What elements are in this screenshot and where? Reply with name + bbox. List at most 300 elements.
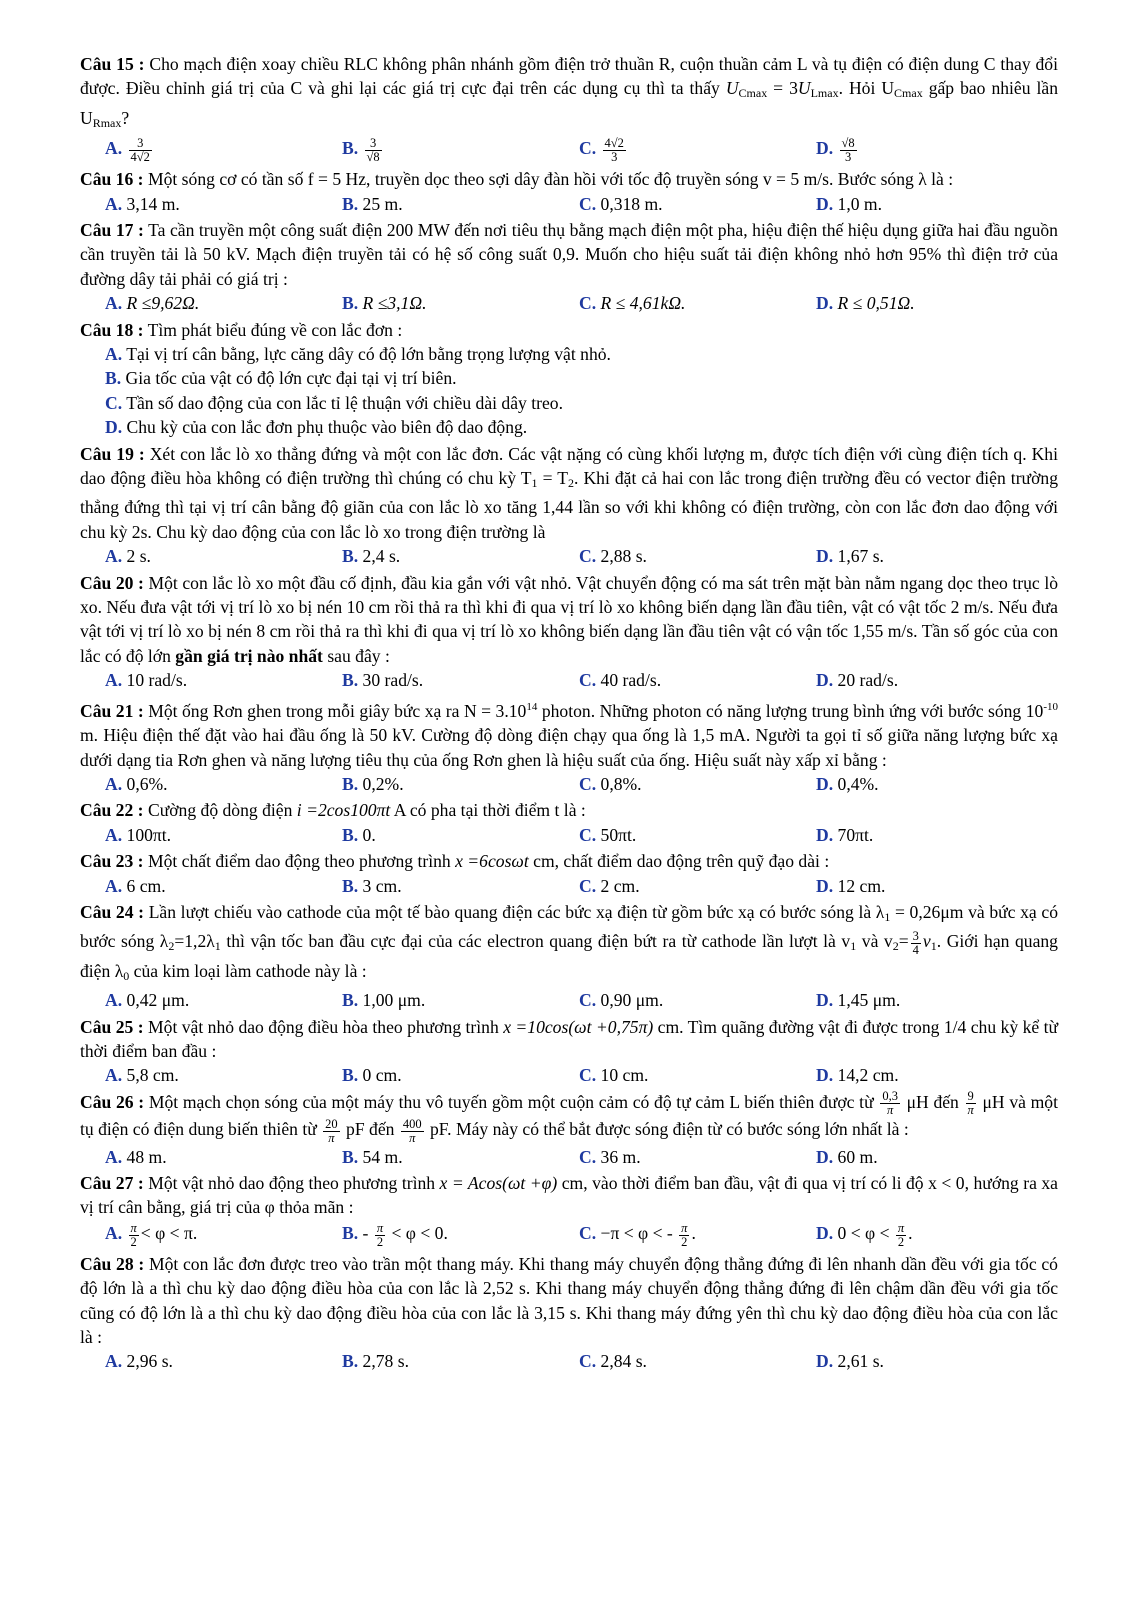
option-a[interactable]: [105, 1221, 342, 1248]
question-number: Câu 16 :: [80, 169, 144, 190]
option-letter: D.: [816, 1351, 834, 1372]
question-body: . Khi đặt cả hai con lắc trong điện trường đều có vector điện trường thẳng đứng thì tại vị trí cân bằng độ giãn của con lắc lò xo tăng 1,44 lần so với khi không có điện trường, còn con lắc đơn dao động với chu kỳ 2s. Chu kỳ dao động của con lắc lò xo trong điện trường là: [80, 468, 1058, 542]
option-letter: D.: [816, 138, 834, 159]
question-body: m. Hiệu điện thế đặt vào hai đầu ống là 50 kV. Cường độ dòng điện chạy qua ống là 1,5 mA. Người ta gọi tỉ số giữa năng lượng bức xạ dưới dạng tia Rơn ghen và năng lượng tiêu thụ của ống Rơn ghen là hiệu suất của ống. Hiệu suất này xấp xỉ bằng :: [80, 725, 1058, 770]
numerator: π: [897, 1220, 905, 1235]
option-c[interactable]: [579, 136, 816, 163]
option-c[interactable]: [579, 1145, 816, 1169]
option-c[interactable]: [579, 1221, 816, 1248]
question-text: [80, 218, 1058, 291]
option-text: 3 cm.: [362, 875, 402, 896]
option-letter: B.: [342, 1146, 359, 1167]
question-16: [80, 167, 1058, 216]
option-letter: A.: [105, 293, 123, 314]
question-body: và v: [856, 931, 893, 952]
option-text: 2,84 s.: [600, 1351, 647, 1372]
question-body: A có pha tại thời điểm t là :: [390, 800, 586, 821]
option-letter: D.: [816, 193, 834, 214]
option-a[interactable]: [105, 544, 342, 568]
option-c[interactable]: [579, 544, 816, 568]
fraction: [911, 930, 921, 957]
denominator: π: [886, 1103, 894, 1118]
option-text: 2,61 s.: [837, 1351, 884, 1372]
numerator: π: [376, 1220, 384, 1235]
option-letter: A.: [105, 990, 123, 1011]
option-letter: B.: [342, 138, 359, 159]
option-a[interactable]: [105, 823, 342, 847]
symbol: U: [797, 78, 811, 99]
answer-options: [80, 874, 1058, 898]
subscript: 2: [568, 476, 574, 491]
question-text: [80, 571, 1058, 669]
question-body: = T: [537, 468, 568, 489]
denominator: √8: [366, 149, 380, 164]
denominator: 3: [844, 149, 852, 164]
option-text: Chu kỳ của con lắc đơn phụ thuộc vào biên độ dao động.: [126, 417, 528, 438]
option-b[interactable]: [342, 772, 579, 796]
option-letter: B.: [342, 773, 359, 794]
option-b[interactable]: [342, 988, 579, 1012]
option-text: R ≤9,62Ω.: [126, 293, 200, 314]
fraction: [129, 1222, 139, 1249]
answer-options: [80, 1349, 1058, 1373]
option-letter: C.: [579, 670, 597, 691]
question-body: Một mạch chọn sóng của một máy thu vô tuyến gồm một cuộn cảm có độ tự cảm L biến thiên được từ: [148, 1091, 874, 1112]
option-text: 25 m.: [362, 193, 403, 214]
option-c[interactable]: [579, 823, 816, 847]
option-d[interactable]: [80, 415, 1058, 439]
option-text: 70πt.: [837, 824, 874, 845]
option-text: .: [691, 1223, 696, 1244]
answer-options: [80, 823, 1058, 847]
equals: = 3: [767, 78, 798, 99]
option-text: 48 m.: [126, 1146, 167, 1167]
option-text: 0,90 μm.: [600, 990, 664, 1011]
option-text: 2 s.: [126, 546, 151, 567]
question-number: Câu 19 :: [80, 443, 145, 464]
question-text: [80, 1015, 1058, 1064]
option-text: 0 < φ <: [837, 1223, 894, 1244]
symbol: v: [922, 931, 931, 952]
denominator: 2: [681, 1234, 688, 1249]
fraction: [880, 1090, 900, 1117]
option-text: 1,0 m.: [837, 193, 882, 214]
option-d[interactable]: [816, 544, 1016, 568]
question-number: Câu 17 :: [80, 220, 144, 241]
option-a[interactable]: [105, 291, 342, 315]
option-letter: A.: [105, 773, 123, 794]
subscript: Lmax: [810, 86, 839, 101]
option-c[interactable]: [579, 988, 816, 1012]
option-text: .: [908, 1223, 913, 1244]
option-a[interactable]: [105, 1145, 342, 1169]
question-text: [80, 695, 1058, 772]
question-body: μH và một tụ điện có điện dung biến thiên từ: [80, 1091, 1058, 1140]
option-letter: D.: [816, 990, 834, 1011]
answer-options: [80, 1145, 1058, 1169]
option-text: 0,318 m.: [600, 193, 663, 214]
formula: x =6cosωt: [455, 851, 529, 872]
answer-options: [80, 135, 1058, 165]
question-number: Câu 22 :: [80, 800, 144, 821]
option-letter: C.: [579, 990, 597, 1011]
question-21: [80, 695, 1058, 797]
option-text: 14,2 cm.: [837, 1065, 899, 1086]
option-a[interactable]: [105, 874, 342, 898]
option-letter: B.: [342, 990, 359, 1011]
denominator: π: [409, 1130, 416, 1145]
option-c[interactable]: [579, 668, 816, 692]
option-b[interactable]: [342, 1221, 579, 1248]
question-text: [80, 52, 1058, 135]
option-b[interactable]: [342, 291, 579, 315]
option-text: 2,4 s.: [362, 546, 401, 567]
question-body: Ta cần truyền một công suất điện 200 MW đến nơi tiêu thụ bằng mạch điện một pha, hiệu điện thế hiệu dụng giữa hai đầu nguồn cần truyền tải là 50 kV. Mạch điện truyền tải có hệ số công suất 0,9. Muốn cho hiệu suất tải điện không nhỏ hơn 95% thì điện trở của đường dây tải phải có giá trị :: [80, 220, 1058, 289]
option-text: R ≤ 0,51Ω.: [837, 293, 915, 314]
numerator: 3: [129, 137, 152, 151]
question-body: Một sóng cơ có tần số f = 5 Hz, truyền dọc theo sợi dây đàn hồi với tốc độ truyền sóng v = 5 m/s. Bước sóng λ là :: [147, 169, 954, 190]
option-text: 2,78 s.: [362, 1351, 409, 1372]
option-b[interactable]: [80, 366, 1058, 390]
emphasis: gần giá trị nào nhất: [175, 645, 323, 666]
option-text: 10 rad/s.: [126, 670, 188, 691]
option-b[interactable]: [342, 1063, 579, 1087]
question-23: [80, 849, 1058, 898]
numerator: π: [130, 1220, 137, 1235]
option-letter: B.: [342, 546, 359, 567]
answer-options: [80, 772, 1058, 796]
option-text: 3,14 m.: [126, 193, 180, 214]
fraction: [323, 1118, 340, 1145]
option-d[interactable]: [816, 988, 1016, 1012]
question-body: cm, chất điểm dao động trên quỹ đạo dài :: [528, 851, 830, 872]
subscript: 1: [930, 939, 937, 954]
option-b[interactable]: [342, 136, 579, 163]
option-text: 50πt.: [600, 824, 637, 845]
fraction: [365, 137, 382, 164]
numerator: √8: [841, 135, 855, 150]
answer-options: [80, 192, 1058, 216]
answer-options: [80, 1220, 1058, 1250]
question-body: Tìm phát biểu đúng về con lắc đơn :: [147, 319, 403, 340]
question-text: [80, 1090, 1058, 1145]
question-body: =: [898, 931, 909, 952]
option-letter: D.: [816, 875, 834, 896]
question-body: Một chất điểm dao động theo phương trình: [147, 851, 456, 872]
fraction: [679, 1222, 689, 1249]
numerator: 20: [325, 1116, 338, 1131]
denominator: 4: [912, 942, 919, 957]
option-text: 40 rad/s.: [600, 670, 662, 691]
formula: x =10cos(ωt +0,75π): [503, 1016, 654, 1037]
question-number: Câu 15 :: [80, 54, 145, 74]
option-a[interactable]: [105, 192, 342, 216]
option-letter: A.: [105, 824, 123, 845]
option-text: 10 cm.: [600, 1065, 649, 1086]
option-d[interactable]: [816, 192, 1016, 216]
option-text: Tần số dao động của con lắc tỉ lệ thuận với chiều dài dây treo.: [126, 392, 563, 413]
option-c[interactable]: [579, 291, 816, 315]
numerator: π: [681, 1220, 688, 1235]
option-letter: A.: [105, 344, 123, 365]
option-b[interactable]: [342, 1349, 579, 1373]
option-d[interactable]: [816, 136, 1016, 163]
option-a[interactable]: [105, 772, 342, 796]
option-c[interactable]: [579, 1349, 816, 1373]
option-letter: D.: [105, 417, 123, 438]
option-d[interactable]: [816, 1349, 1016, 1373]
question-body: pF đến: [341, 1119, 399, 1140]
option-letter: A.: [105, 193, 123, 214]
question-body: Cho mạch điện xoay chiều RLC không phân nhánh gồm điện trở thuần R, cuộn thuần cảm L và tụ điện có điện dung C thay đổi được. Điều chỉnh giá trị của C và ghi lại các giá trị cực đại trên các dụng cụ thì ta thấy: [80, 54, 1058, 99]
symbol: U: [725, 78, 739, 99]
option-letter: D.: [816, 293, 834, 314]
option-letter: C.: [579, 1351, 597, 1372]
option-d[interactable]: [816, 1063, 1016, 1087]
answer-options: [80, 988, 1058, 1012]
option-d[interactable]: [816, 1145, 1016, 1169]
question-body: cm. Tìm quãng đường vật đi được trong 1/4 chu kỳ kể từ thời điểm ban đầu :: [80, 1016, 1059, 1061]
option-text: 5,8 cm.: [126, 1065, 179, 1086]
question-text: [80, 318, 1058, 342]
question-number: Câu 24 :: [80, 901, 145, 922]
option-letter: C.: [579, 1223, 597, 1244]
option-letter: A.: [105, 138, 123, 159]
question-18: [80, 318, 1058, 440]
question-body: Một con lắc lò xo một đầu cố định, đầu kia gắn với vật nhỏ. Vật chuyển động có ma sát trên mặt bàn nằm ngang dọc theo trục lò xo. Nếu đưa vật tới vị trí lò xo bị nén 10 cm rồi thả ra thì khi đi qua vị trí lò xo không biến dạng lần đầu tiên, vật có vật tốc 2 m/s. Nếu đưa vật tới vị trí lò xo bị nén 8 cm rồi thả ra thì khi đi qua vị trí lò xo không biến dạng lần đầu tiên vật có vận tốc 1,55 m/s. Tần số góc của con lắc có độ lớn: [80, 572, 1058, 666]
numerator: 9: [966, 1090, 976, 1104]
answer-options: [80, 544, 1058, 568]
question-body: của kim loại làm cathode này là :: [129, 960, 367, 981]
option-text: 0,6%.: [126, 773, 168, 794]
question-body: μH đến: [901, 1091, 964, 1112]
option-letter: C.: [579, 875, 597, 896]
option-d[interactable]: [816, 823, 1016, 847]
option-letter: B.: [342, 1223, 359, 1244]
fraction: [129, 137, 152, 164]
question-body: cm, vào thời điểm ban đầu, vật đi qua vị trí có li độ x < 0, hướng ra xa vị trí cân bằng, giá trị của φ thỏa mãn :: [80, 1173, 1058, 1218]
option-letter: A.: [105, 1223, 123, 1244]
option-letter: D.: [816, 546, 834, 567]
subscript: 0: [123, 968, 130, 983]
option-letter: D.: [816, 1223, 834, 1244]
question-body: thì vận tốc ban đầu cực đại của các electron quang điện bứt ra từ cathode lần lượt là v: [220, 931, 851, 952]
question-text: [80, 442, 1058, 545]
denominator: 2: [897, 1234, 905, 1249]
question-text: [80, 900, 1058, 988]
answer-options: [80, 1063, 1058, 1087]
denominator: 3: [611, 149, 618, 164]
denominator: 4√2: [130, 149, 150, 164]
option-letter: C.: [579, 293, 597, 314]
option-text: 2 cm.: [600, 875, 640, 896]
subscript: 1: [850, 939, 857, 954]
question-22: [80, 798, 1058, 847]
question-body: gấp bao nhiêu lần U: [80, 78, 1058, 128]
question-number: Câu 28 :: [80, 1253, 145, 1274]
option-d[interactable]: [816, 772, 1016, 796]
option-letter: B.: [342, 1351, 359, 1372]
question-body: sau đây :: [322, 645, 390, 666]
question-number: Câu 18 :: [80, 319, 144, 340]
option-text: 100πt.: [126, 824, 172, 845]
option-text: R ≤ 4,61kΩ.: [600, 293, 686, 314]
option-text: < φ < π.: [140, 1223, 198, 1244]
question-body: Một ống Rơn ghen trong mỗi giây bức xạ ra N = 3.10: [148, 700, 527, 721]
option-letter: B.: [342, 824, 359, 845]
option-letter: C.: [579, 138, 597, 159]
option-b[interactable]: [342, 823, 579, 847]
fraction: [401, 1118, 424, 1145]
question-text: [80, 849, 1058, 873]
option-letter: C.: [579, 193, 597, 214]
option-a[interactable]: [105, 668, 342, 692]
option-c[interactable]: [579, 192, 816, 216]
option-b[interactable]: [342, 544, 579, 568]
option-text: 0,4%.: [837, 773, 879, 794]
fraction: [840, 137, 857, 164]
option-a[interactable]: [105, 136, 342, 163]
option-text: 20 rad/s.: [837, 670, 899, 691]
option-b[interactable]: [342, 668, 579, 692]
question-number: Câu 20 :: [80, 572, 144, 593]
question-number: Câu 21 :: [80, 700, 144, 721]
option-letter: D.: [816, 773, 834, 794]
question-28: [80, 1252, 1058, 1374]
question-body: Cường độ dòng điện: [147, 800, 297, 821]
question-text: [80, 1171, 1058, 1220]
option-letter: C.: [579, 824, 597, 845]
option-text: 36 m.: [600, 1146, 641, 1167]
question-number: Câu 23 :: [80, 851, 144, 872]
option-text: 0,8%.: [600, 773, 642, 794]
exam-page: [80, 52, 1058, 1376]
option-d[interactable]: [816, 1221, 1016, 1248]
option-text: < φ < 0.: [387, 1223, 448, 1244]
option-letter: A.: [105, 1351, 123, 1372]
option-d[interactable]: [816, 291, 1016, 315]
numerator: 400: [402, 1116, 422, 1131]
question-body: pF. Máy này có thể bắt được sóng điện từ có bước sóng lớn nhất là :: [425, 1119, 909, 1140]
option-letter: C.: [579, 1065, 597, 1086]
option-c[interactable]: [579, 1063, 816, 1087]
option-d[interactable]: [816, 668, 1016, 692]
superscript: -10: [1043, 700, 1058, 713]
fraction: [603, 137, 626, 164]
question-text: [80, 798, 1058, 822]
option-letter: A.: [105, 546, 123, 567]
superscript: 14: [526, 700, 538, 713]
option-text: 1,67 s.: [837, 546, 884, 567]
option-b[interactable]: [342, 192, 579, 216]
option-text: 0,42 μm.: [126, 990, 190, 1011]
subscript: 1: [214, 939, 221, 954]
numerator: 4√2: [604, 135, 624, 150]
question-19: [80, 442, 1058, 569]
option-c[interactable]: [579, 772, 816, 796]
answer-options: [80, 668, 1058, 692]
option-d[interactable]: [816, 874, 1016, 898]
question-17: [80, 218, 1058, 316]
option-text: 2,88 s.: [600, 546, 647, 567]
question-number: Câu 26 :: [80, 1091, 145, 1112]
option-c[interactable]: [579, 874, 816, 898]
option-text: 1,00 μm.: [362, 990, 426, 1011]
option-text: R ≤3,1Ω.: [362, 293, 427, 314]
question-body: photon. Những photon có năng lượng trung bình ứng với bước sóng 10: [537, 700, 1044, 721]
question-body: Một vật nhỏ dao động điều hòa theo phương trình: [148, 1016, 504, 1037]
question-20: [80, 571, 1058, 693]
option-letter: B.: [342, 875, 359, 896]
option-a[interactable]: [105, 1349, 342, 1373]
question-body: ?: [121, 107, 130, 128]
question-number: Câu 27 :: [80, 1173, 144, 1193]
question-body: =1,2λ: [174, 931, 215, 952]
answer-options: [80, 291, 1058, 315]
option-a[interactable]: [105, 988, 342, 1012]
option-letter: D.: [816, 1146, 834, 1167]
option-text: Tại vị trí cân bằng, lực căng dây có độ lớn bằng trọng lượng vật nhỏ.: [126, 344, 611, 365]
question-body: . Giới hạn quang điện λ: [80, 931, 1058, 981]
option-text: 6 cm.: [126, 875, 166, 896]
formula: x = Acos(ωt +φ): [439, 1173, 558, 1193]
denominator: π: [328, 1130, 335, 1145]
question-body: = 0,26μm và bức xạ có bước sóng λ: [80, 901, 1058, 952]
option-letter: A.: [105, 1146, 123, 1167]
question-text: [80, 1252, 1058, 1350]
option-letter: B.: [105, 368, 122, 389]
option-letter: A.: [105, 1065, 123, 1086]
option-letter: A.: [105, 875, 123, 896]
question-number: Câu 25 :: [80, 1016, 144, 1037]
subscript: 2: [168, 939, 175, 954]
question-body: Một vật nhỏ dao động theo phương trình: [148, 1173, 440, 1193]
denominator: π: [967, 1103, 974, 1118]
formula: i =2cos100πt: [296, 800, 391, 821]
fraction: [896, 1222, 906, 1249]
option-text: 60 m.: [837, 1146, 878, 1167]
option-text: 1,45 μm.: [837, 990, 901, 1011]
denominator: 2: [376, 1234, 384, 1249]
option-text: 0.: [362, 824, 376, 845]
question-24: [80, 900, 1058, 1013]
option-b[interactable]: [342, 874, 579, 898]
option-letter: D.: [816, 670, 834, 691]
option-letter: C.: [105, 392, 123, 413]
option-letter: A.: [105, 670, 123, 691]
numerator: 3: [365, 137, 382, 151]
option-a[interactable]: [80, 342, 1058, 366]
option-text: −π < φ < -: [600, 1223, 678, 1244]
question-27: [80, 1171, 1058, 1250]
option-letter: D.: [816, 824, 834, 845]
option-text: 54 m.: [362, 1146, 403, 1167]
question-text: [80, 167, 1058, 191]
option-c[interactable]: [80, 391, 1058, 415]
option-b[interactable]: [342, 1145, 579, 1169]
option-a[interactable]: [105, 1063, 342, 1087]
option-letter: C.: [579, 773, 597, 794]
subscript: Cmax: [738, 86, 768, 101]
question-body: Một con lắc đơn được treo vào trần một thang máy. Khi thang máy chuyển động thẳng đứng đi lên nhanh dần đều với gia tốc có độ lớn là a thì chu kỳ dao động điều hòa của con lắc là 2,52 s. Khi thang máy chuyển động thẳng đứng đi lên chậm dần đều với gia tốc cũng có độ lớn là a thì chu kỳ dao động điều hòa của con lắc là 3,15 s. Khi thang máy đứng yên thì chu kỳ dao động điều hòa của con lắc là :: [80, 1253, 1058, 1348]
question-26: [80, 1090, 1058, 1169]
option-letter: C.: [579, 546, 597, 567]
question-body: Lần lượt chiếu vào cathode của một tế bào quang điện các bức xạ điện từ gồm bức xạ có bước sóng là λ: [148, 901, 885, 922]
numerator: 0,3: [882, 1089, 898, 1104]
denominator: 2: [130, 1234, 137, 1249]
option-letter: B.: [342, 293, 359, 314]
option-letter: B.: [342, 1065, 359, 1086]
